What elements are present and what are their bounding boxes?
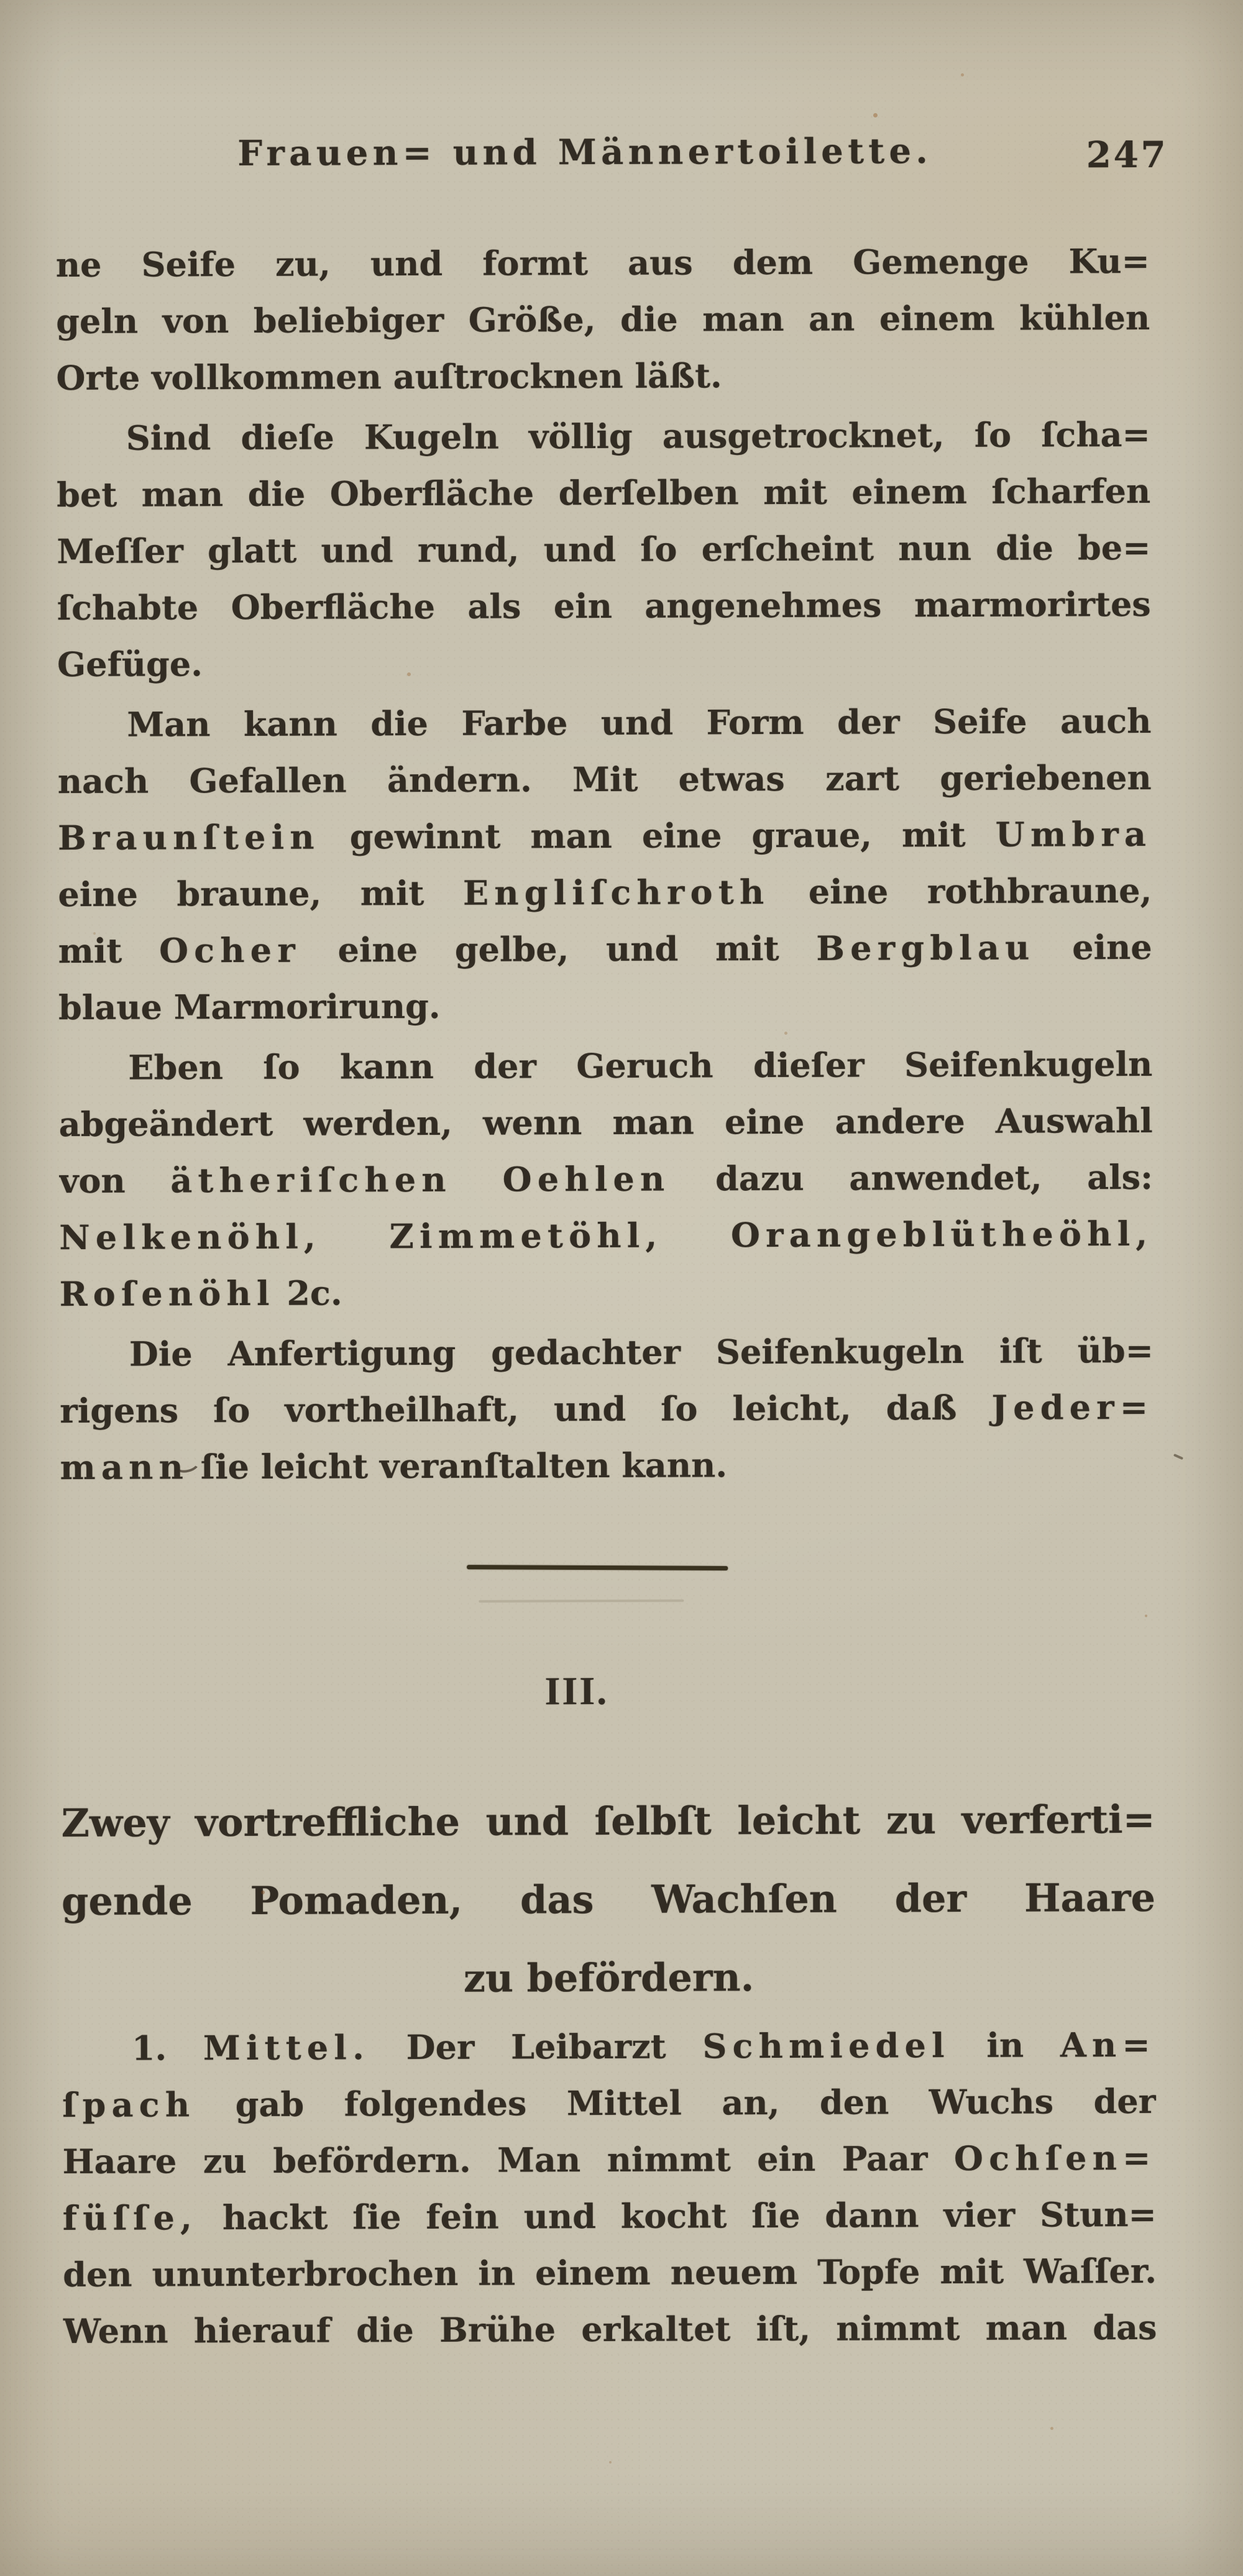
text-line: den ununterbrochen in einem neuem Topfe mit Waſſer. [63, 2250, 1157, 2295]
text-line: bet man die Oberfläche derſelben mit einem ſcharfen [57, 470, 1151, 515]
title-line: zu befördern. [463, 1955, 755, 2001]
paper-speck [784, 1032, 787, 1035]
title-line: gende Pomaden, das Wachſen der Haare [61, 1874, 1156, 1925]
paper-speck [261, 1891, 265, 1894]
paper-speck [609, 2461, 612, 2464]
running-header [55, 130, 1168, 178]
paragraph [62, 2017, 1157, 2360]
text-line: füſſe, hackt ſie fein und kocht ſie dann vier Stun= [62, 2194, 1157, 2239]
text-line: Man kann die Farbe und Form der Seife auch [127, 700, 1152, 745]
paper-speck [961, 73, 964, 76]
text-line: Haare zu befördern. Man nimmt ein Paar Ochſen= [62, 2137, 1157, 2182]
edge-ink-mark [1173, 1454, 1183, 1460]
running-header-title: Frauen= und Männertoilette. [237, 131, 933, 175]
text-line: Meſſer glatt und rund, und ſo erſcheint nun die be= [57, 527, 1151, 572]
paper-speck [153, 429, 156, 432]
section-title [61, 1781, 1155, 2019]
text-line: mann ſie leicht veranſtalten kann. [60, 1445, 728, 1488]
paper-speck [1145, 1615, 1147, 1617]
paragraph [57, 693, 1152, 1036]
text-line: geln von beliebiger Größe, die man an einem kühlen [56, 297, 1150, 342]
ink-ghost-line [479, 1600, 684, 1603]
paper-speck [1050, 2427, 1053, 2430]
paper-speck [407, 672, 411, 676]
paragraph [56, 233, 1150, 406]
paper-speck [873, 113, 878, 117]
text-line: Wenn hierauf die Brühe erkaltet iſt, nimmt man das [63, 2307, 1157, 2352]
text-line: Gefüge. [57, 644, 203, 685]
page-number: 247 [1086, 133, 1168, 176]
text-line: Die Anfertigung gedachter Seifenkugeln iſt üb= [129, 1330, 1154, 1374]
text-line: eine braune, mit Engliſchroth eine rothbraune, [58, 870, 1152, 915]
text-line: Orte vollkommen auſtrocknen läßt. [56, 355, 722, 398]
text-line: Roſenöhl 2c. [59, 1273, 342, 1314]
text-line: rigens ſo vortheilhaft, und ſo leicht, daß Jeder= [60, 1387, 1154, 1431]
paragraph [60, 1322, 1154, 1496]
title-line: Zwey vortreffliche und ſelbſt leicht zu verferti= [61, 1796, 1155, 1846]
text-line: mit Ocher eine gelbe, und mit Bergblau eine [58, 927, 1152, 971]
text-line: Braunſtein gewinnt man eine graue, mit Umbra [57, 814, 1152, 858]
text-line: ſchabte Oberfläche als ein angenehmes marmorirtes [57, 584, 1151, 628]
text-line: abgeändert werden, wenn man eine andere Auswahl [58, 1100, 1153, 1145]
text-line: nach Gefallen ändern. Mit etwas zart geriebenen [57, 757, 1152, 802]
text-line: 1. Mittel. Der Leibarzt Schmiedel in An= [131, 2024, 1156, 2068]
text-line: ſpach gab folgendes Mittel an, den Wuchs der [62, 2081, 1157, 2125]
text-line: blaue Marmorirung. [58, 986, 441, 1028]
text-line: von ätheriſchen Oehlen dazu anwendet, als: [58, 1157, 1154, 1201]
body-text [56, 233, 1154, 1496]
section-divider-rule [467, 1565, 728, 1570]
text-line: Sind dieſe Kugeln völlig ausgetrocknet, ſo ſcha= [126, 414, 1150, 458]
page-content [55, 0, 1168, 2360]
text-line: Nelkenöhl, Zimmetöhl, Orangeblütheöhl, [59, 1213, 1154, 1258]
text-line: Eben ſo kann der Geruch dieſer Seifenkugeln [128, 1043, 1153, 1088]
text-line: ne Seife zu, und formt aus dem Gemenge Ku= [55, 241, 1150, 285]
paragraph [57, 406, 1152, 693]
chapter-numeral: III. [544, 1668, 609, 1713]
paragraph [58, 1036, 1154, 1322]
paper-speck [93, 932, 96, 935]
